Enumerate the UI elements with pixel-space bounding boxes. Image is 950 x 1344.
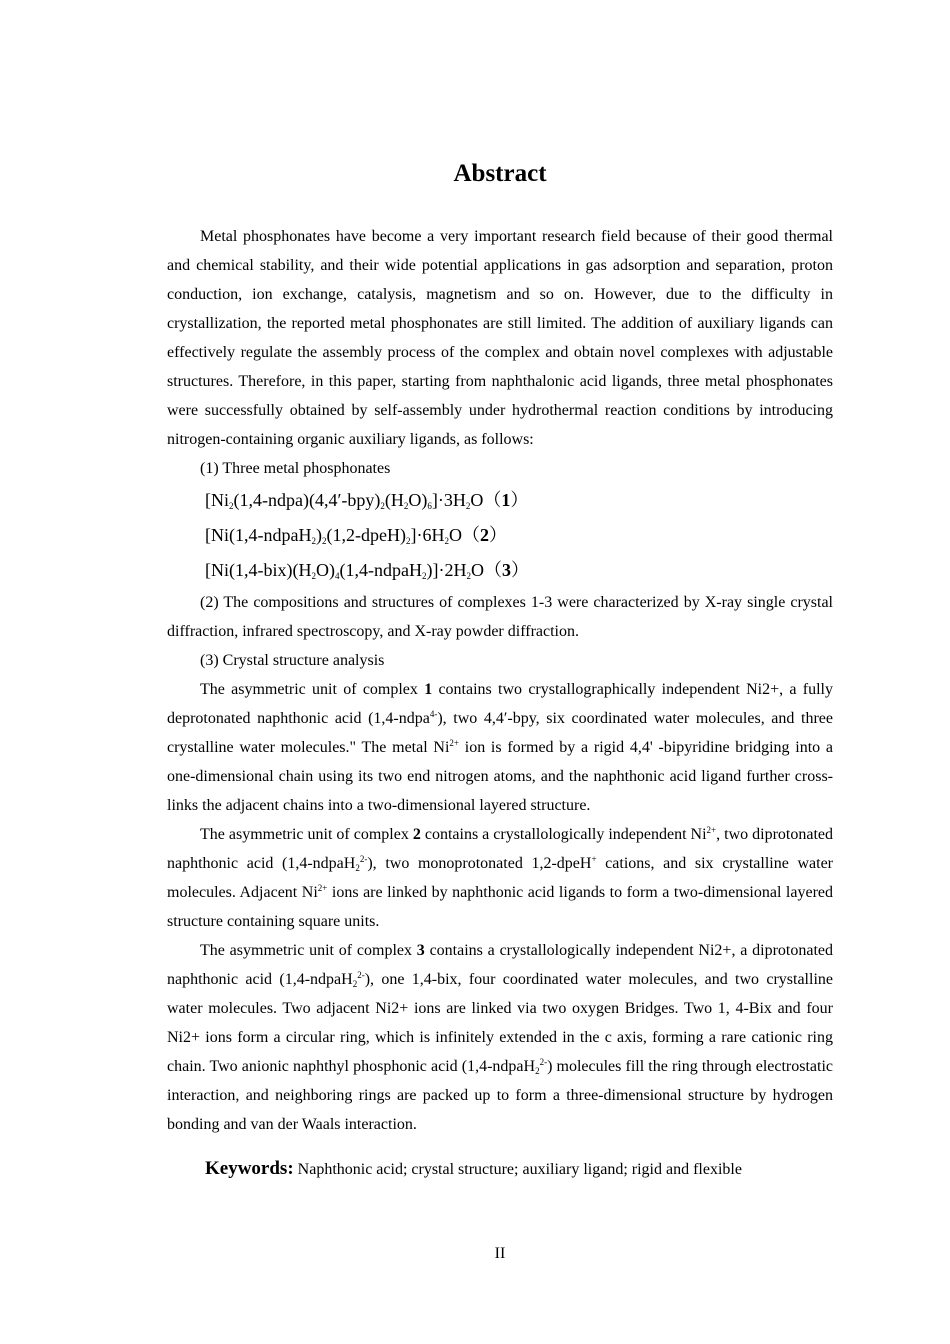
keywords-text: Naphthonic acid; crystal structure; auxiliary ligand; rigid and flexible: [293, 1161, 742, 1178]
complex-3-paragraph: The asymmetric unit of complex 3 contains a crystallologically independent Ni2+, a diprotonated naphthonic acid (1,4-ndpaH$_2^{2-}$), one 1,4-bix, four coordinated water molecules, and two crystalline water molecules. Two adjacent Ni2+ ions are linked via two oxygen Bridges. Two 1, 4-Bix and four Ni2+ ions form a circular ring, which is infinitely extended in the c axis, forming a rare cationic ring chain. Two anionic naphthyl phosphonic acid (1,4-ndpaH$_2^{2-}$) molecules fill the ring through electrostatic interaction, and neighboring rings are packed up to form a three-dimensional structure by hydrogen bonding and van der Waals interaction.: [167, 942, 834, 1133]
keywords-line: [205, 1158, 742, 1180]
formula-3: $[Ni(1,4-bix)(H_2O)_4(1,4-ndpaH_2)]\cdot 2H_2O(3)$: [205, 560, 529, 581]
page-title: Abstract: [453, 160, 547, 187]
list-item-2: (2) The compositions and structures of complexes 1-3 were characterized by X-ray single crystal diffraction, infrared spectroscopy, and X-ray powder diffraction.: [167, 594, 833, 640]
complex-1-paragraph: The asymmetric unit of complex 1 contains two crystallographically independent Ni2+, a fully deprotonated naphthonic acid (1,4-ndpa$^{4-}$), two 4,4′-bpy, six coordinated water molecules, and three crystalline water molecules." The metal $Ni^{2+}$ ion is formed by a rigid 4,4' -bipyridine bridging into a one-dimensional chain using its two end nitrogen atoms, and the naphthonic acid ligand further cross-links the adjacent chains into a two-dimensional layered structure.: [167, 681, 834, 814]
formula-2: $[Ni(1,4-ndpaH_2)_2(1,2-dpeH)_2]\cdot 6H_2O(2)$: [205, 525, 507, 546]
list-item-3: (3) Crystal structure analysis: [200, 652, 385, 669]
list-item-1: (1) Three metal phosphonates: [200, 460, 391, 477]
complex-2-paragraph: The asymmetric unit of complex 2 contains a crystallologically independent $Ni^{2+}$, two diprotonated naphthonic acid (1,4-ndpaH$_2^{2-}$), two monoprotonated 1,2-dpeH+ cations, and six crystalline water molecules. Adjacent $Ni^{2+}$ ions are linked by naphthonic acid ligands to form a two-dimensional layered structure containing square units.: [167, 825, 834, 930]
keywords-label: Keywords:: [205, 1158, 294, 1179]
page-number: II: [494, 1245, 506, 1262]
intro-paragraph: Metal phosphonates have become a very important research field because of their good thermal and chemical stability, and their wide potential applications in gas adsorption and separation, proton conduction, ion exchange, catalysis, magnetism and so on. However, due to the difficulty in crystallization, the reported metal phosphonates are still limited. The addition of auxiliary ligands can effectively regulate the assembly process of the complex and obtain novel complexes with adjustable structures. Therefore, in this paper, starting from naphthalonic acid ligands, three metal phosphonates were successfully obtained by self-assembly under hydrothermal reaction conditions by introducing nitrogen-containing organic auxiliary ligands, as follows:: [167, 228, 833, 448]
formula-1: $[Ni_2(1,4-ndpa)(4,4'-bpy)_2(H_2O)_6]\cdot 3H_2O(1)$: [205, 490, 529, 511]
abstract-body: [167, 222, 833, 1139]
